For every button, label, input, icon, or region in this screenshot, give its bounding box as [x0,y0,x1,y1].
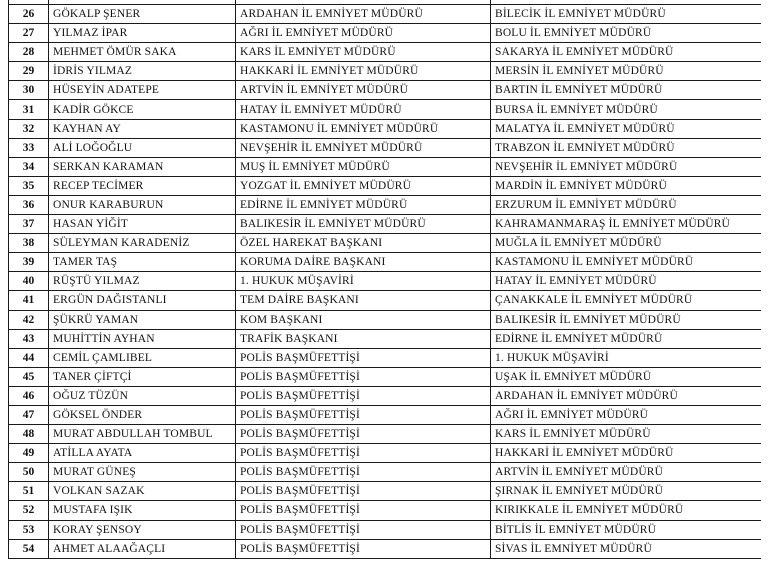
new-position: SİVAS İL EMNİYET MÜDÜRÜ [491,539,762,558]
row-number: 33 [9,138,49,157]
new-position: BARTIN İL EMNİYET MÜDÜRÜ [491,81,762,100]
table-row [9,539,762,558]
person-name: KADİR GÖKCE [49,100,236,119]
table-row [9,291,762,310]
current-position: AĞRI İL EMNİYET MÜDÜRÜ [236,24,491,43]
current-position: EDİRNE İL EMNİYET MÜDÜRÜ [236,195,491,214]
row-number: 46 [9,386,49,405]
table-row [9,253,762,272]
new-position: BOLU İL EMNİYET MÜDÜRÜ [491,24,762,43]
current-position: POLİS BAŞMÜFETTİŞİ [236,539,491,558]
person-name: TANER ÇİFTÇİ [49,367,236,386]
row-number: 37 [9,215,49,234]
current-position: POLİS BAŞMÜFETTİŞİ [236,367,491,386]
current-position: YOZGAT İL EMNİYET MÜDÜRÜ [236,176,491,195]
table-row [9,482,762,501]
current-position: TEM DAİRE BAŞKANI [236,291,491,310]
row-number: 32 [9,119,49,138]
new-position: MUĞLA İL EMNİYET MÜDÜRÜ [491,234,762,253]
current-position: 1. HUKUK MÜŞAVİRİ [236,272,491,291]
row-number: 49 [9,444,49,463]
person-name: GÖKALP ŞENER [49,5,236,24]
row-number: 38 [9,234,49,253]
row-number: 53 [9,520,49,539]
current-position: POLİS BAŞMÜFETTİŞİ [236,386,491,405]
person-name: GÖKSEL ÖNDER [49,405,236,424]
table-row [9,348,762,367]
table-row [9,234,762,253]
table-row [9,444,762,463]
table-row [9,43,762,62]
table-row [9,176,762,195]
row-number: 28 [9,43,49,62]
new-position: MERSİN İL EMNİYET MÜDÜRÜ [491,62,762,81]
current-position: NEVŞEHİR İL EMNİYET MÜDÜRÜ [236,138,491,157]
person-name: SERKAN KARAMAN [49,157,236,176]
row-number: 27 [9,24,49,43]
table-row [9,425,762,444]
new-position: AĞRI İL EMNİYET MÜDÜRÜ [491,405,762,424]
new-position: UŞAK İL EMNİYET MÜDÜRÜ [491,367,762,386]
current-position: POLİS BAŞMÜFETTİŞİ [236,463,491,482]
new-position: KAHRAMANMARAŞ İL EMNİYET MÜDÜRÜ [491,215,762,234]
person-name: MUHİTTİN AYHAN [49,329,236,348]
row-number: 42 [9,310,49,329]
new-position: HATAY İL EMNİYET MÜDÜRÜ [491,272,762,291]
table-row [9,310,762,329]
current-position: ÖZEL HAREKAT BAŞKANI [236,234,491,253]
person-name: YILMAZ İPAR [49,24,236,43]
person-name: CEMİL ÇAMLIBEL [49,348,236,367]
row-number: 30 [9,81,49,100]
person-name: RECEP TECİMER [49,176,236,195]
person-name: HÜSEYİN ADATEPE [49,81,236,100]
table-row [9,5,762,24]
table-row [9,463,762,482]
new-position: KARS İL EMNİYET MÜDÜRÜ [491,425,762,444]
table-row [9,272,762,291]
current-position: POLİS BAŞMÜFETTİŞİ [236,348,491,367]
person-name: SÜLEYMAN KARADENİZ [49,234,236,253]
table-row [9,520,762,539]
appointment-table-body [9,0,762,558]
person-name: VOLKAN SAZAK [49,482,236,501]
row-number: 47 [9,405,49,424]
new-position: KASTAMONU İL EMNİYET MÜDÜRÜ [491,253,762,272]
row-number: 34 [9,157,49,176]
person-name: ALİ LOĞOĞLU [49,138,236,157]
new-position: SAKARYA İL EMNİYET MÜDÜRÜ [491,43,762,62]
new-position: EDİRNE İL EMNİYET MÜDÜRÜ [491,329,762,348]
new-position: BİTLİS İL EMNİYET MÜDÜRÜ [491,520,762,539]
current-position: POLİS BAŞMÜFETTİŞİ [236,444,491,463]
row-number: 51 [9,482,49,501]
person-name: ONUR KARABURUN [49,195,236,214]
new-position: MARDİN İL EMNİYET MÜDÜRÜ [491,176,762,195]
table-row [9,405,762,424]
person-name: KORAY ŞENSOY [49,520,236,539]
person-name: OĞUZ TÜZÜN [49,386,236,405]
current-position: ARDAHAN İL EMNİYET MÜDÜRÜ [236,5,491,24]
person-name: MURAT ABDULLAH TOMBUL [49,425,236,444]
row-number: 50 [9,463,49,482]
current-position: ARTVİN İL EMNİYET MÜDÜRÜ [236,81,491,100]
appointment-table [8,0,761,559]
row-number: 41 [9,291,49,310]
row-number: 39 [9,253,49,272]
new-position: BURSA İL EMNİYET MÜDÜRÜ [491,100,762,119]
current-position: KASTAMONU İL EMNİYET MÜDÜRÜ [236,119,491,138]
row-number: 52 [9,501,49,520]
current-position: BALIKESİR İL EMNİYET MÜDÜRÜ [236,215,491,234]
table-row [9,138,762,157]
person-name: AHMET ALAAĞAÇLI [49,539,236,558]
table-row [9,24,762,43]
row-number: 43 [9,329,49,348]
new-position: MALATYA İL EMNİYET MÜDÜRÜ [491,119,762,138]
current-position: TRAFİK BAŞKANI [236,329,491,348]
current-position: KOM BAŞKANI [236,310,491,329]
table-row [9,329,762,348]
new-position: HAKKARİ İL EMNİYET MÜDÜRÜ [491,444,762,463]
new-position: ÇANAKKALE İL EMNİYET MÜDÜRÜ [491,291,762,310]
person-name: TAMER TAŞ [49,253,236,272]
current-position: POLİS BAŞMÜFETTİŞİ [236,501,491,520]
person-name: MURAT GÜNEŞ [49,463,236,482]
new-position: KIRIKKALE İL EMNİYET MÜDÜRÜ [491,501,762,520]
table-row [9,386,762,405]
person-name: ATİLLA AYATA [49,444,236,463]
new-position: BALIKESİR İL EMNİYET MÜDÜRÜ [491,310,762,329]
row-number: 26 [9,5,49,24]
current-position: KORUMA DAİRE BAŞKANI [236,253,491,272]
current-position: KARS İL EMNİYET MÜDÜRÜ [236,43,491,62]
row-number: 31 [9,100,49,119]
document-page [8,0,761,561]
new-position: 1. HUKUK MÜŞAVİRİ [491,348,762,367]
new-position: TRABZON İL EMNİYET MÜDÜRÜ [491,138,762,157]
person-name: MUSTAFA IŞIK [49,501,236,520]
table-row [9,119,762,138]
row-number: 45 [9,367,49,386]
person-name: HASAN YİĞİT [49,215,236,234]
table-row [9,100,762,119]
new-position: ŞIRNAK İL EMNİYET MÜDÜRÜ [491,482,762,501]
current-position: HATAY İL EMNİYET MÜDÜRÜ [236,100,491,119]
current-position: POLİS BAŞMÜFETTİŞİ [236,482,491,501]
new-position: ERZURUM İL EMNİYET MÜDÜRÜ [491,195,762,214]
table-row [9,501,762,520]
row-number: 29 [9,62,49,81]
person-name: RÜŞTÜ YILMAZ [49,272,236,291]
new-position: NEVŞEHİR İL EMNİYET MÜDÜRÜ [491,157,762,176]
current-position: POLİS BAŞMÜFETTİŞİ [236,520,491,539]
person-name: ŞÜKRÜ YAMAN [49,310,236,329]
row-number: 40 [9,272,49,291]
row-number: 48 [9,425,49,444]
table-row [9,215,762,234]
table-row [9,367,762,386]
person-name: KAYHAN AY [49,119,236,138]
current-position: MUŞ İL EMNİYET MÜDÜRÜ [236,157,491,176]
person-name: MEHMET ÖMÜR SAKA [49,43,236,62]
person-name: ERGÜN DAĞISTANLI [49,291,236,310]
current-position: HAKKARİ İL EMNİYET MÜDÜRÜ [236,62,491,81]
current-position: POLİS BAŞMÜFETTİŞİ [236,405,491,424]
row-number: 54 [9,539,49,558]
new-position: BİLECİK İL EMNİYET MÜDÜRÜ [491,5,762,24]
table-row [9,81,762,100]
table-row [9,62,762,81]
new-position: ARDAHAN İL EMNİYET MÜDÜRÜ [491,386,762,405]
new-position: ARTVİN İL EMNİYET MÜDÜRÜ [491,463,762,482]
person-name: İDRİS YILMAZ [49,62,236,81]
current-position: POLİS BAŞMÜFETTİŞİ [236,425,491,444]
table-row [9,157,762,176]
table-row [9,195,762,214]
row-number: 36 [9,195,49,214]
row-number: 44 [9,348,49,367]
row-number: 35 [9,176,49,195]
